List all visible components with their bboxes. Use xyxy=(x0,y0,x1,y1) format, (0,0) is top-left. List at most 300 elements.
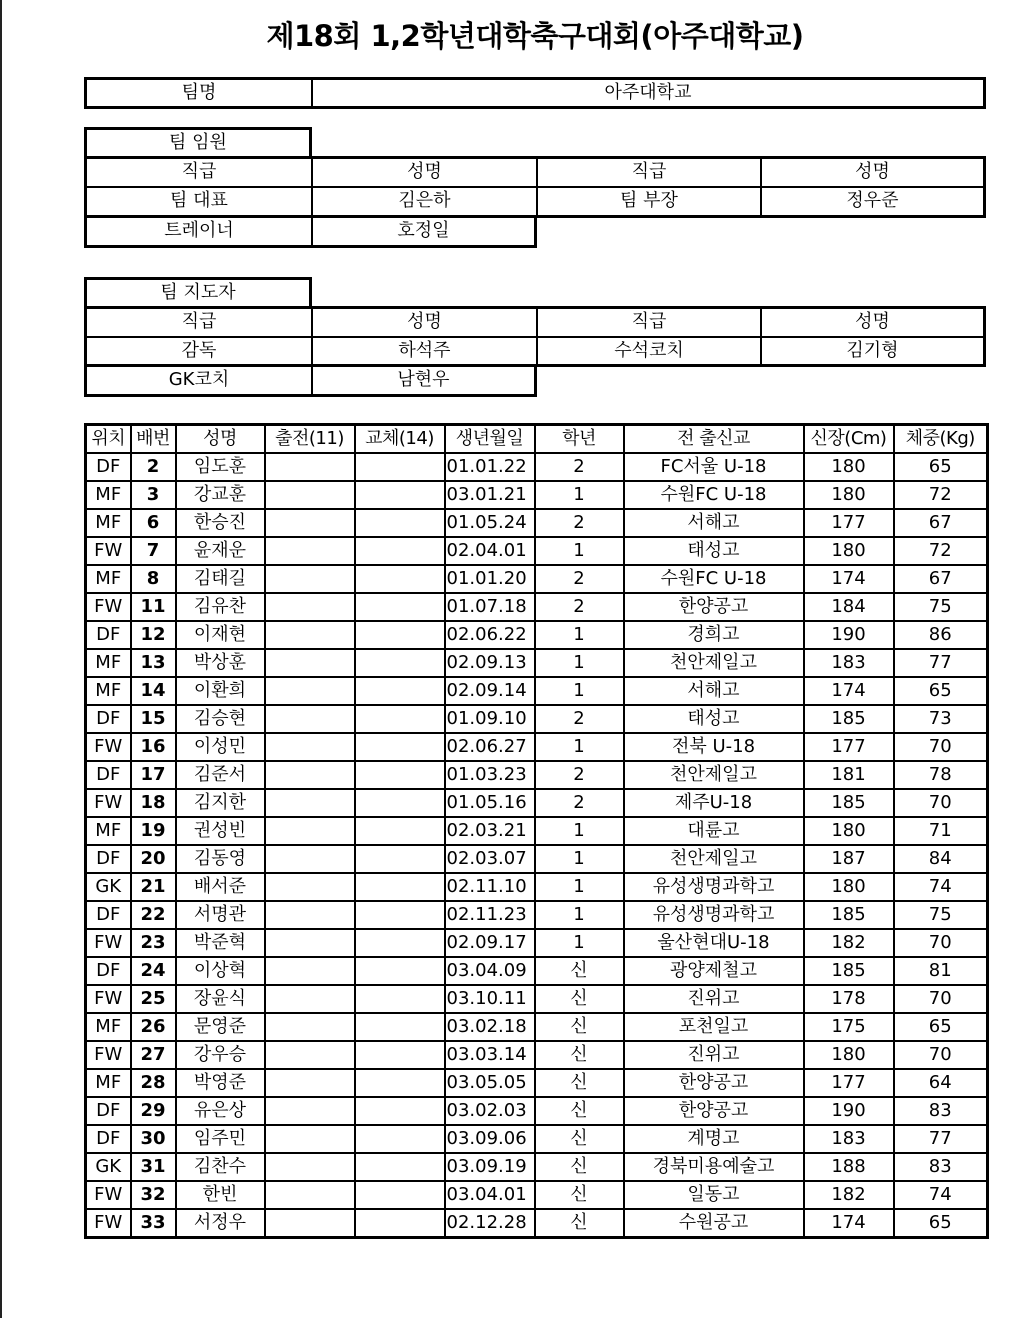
cell-height: 180 xyxy=(804,453,894,481)
cell-birthdate: 01.05.24 xyxy=(445,509,535,537)
cell-birthdate: 01.01.20 xyxy=(445,565,535,593)
cell-grade: 1 xyxy=(535,845,624,873)
cell-weight: 83 xyxy=(894,1153,988,1181)
cell-starter xyxy=(265,593,355,621)
cell-substitute xyxy=(355,593,445,621)
cell-position: MF xyxy=(86,509,131,537)
cell-starter xyxy=(265,1181,355,1209)
cell-previous-school: 계명고 xyxy=(624,1125,804,1153)
cell-height: 190 xyxy=(804,1097,894,1125)
cell-name: 임도훈 xyxy=(176,453,265,481)
cell-birthdate: 03.04.09 xyxy=(445,957,535,985)
cell-birthdate: 03.02.03 xyxy=(445,1097,535,1125)
cell-previous-school: 유성생명과학고 xyxy=(624,873,804,901)
cell-number: 3 xyxy=(131,481,176,509)
cell-weight: 78 xyxy=(894,761,988,789)
cell-height: 177 xyxy=(804,509,894,537)
cell-substitute xyxy=(355,761,445,789)
cell-name: 문영준 xyxy=(176,1013,265,1041)
cell-birthdate: 02.06.22 xyxy=(445,621,535,649)
table-row xyxy=(86,677,988,705)
cell-weight: 65 xyxy=(894,677,988,705)
table-row xyxy=(86,537,988,565)
table-row xyxy=(86,789,988,817)
team-name: 아주대학교 xyxy=(604,82,692,103)
coaches-name-1: 하석주 xyxy=(398,340,451,361)
cell-position: MF xyxy=(86,565,131,593)
cell-name: 이상혁 xyxy=(176,957,265,985)
cell-starter xyxy=(265,761,355,789)
cell-name: 유은상 xyxy=(176,1097,265,1125)
cell-substitute xyxy=(355,985,445,1013)
cell-previous-school: 천안제일고 xyxy=(624,761,804,789)
coaches-header-box xyxy=(84,277,312,309)
cell-name: 박준혁 xyxy=(176,929,265,957)
roster-body xyxy=(86,453,988,1238)
cell-starter xyxy=(265,705,355,733)
cell-grade: 1 xyxy=(535,817,624,845)
cell-number: 27 xyxy=(131,1041,176,1069)
cell-position: DF xyxy=(86,453,131,481)
player-roster-table xyxy=(84,423,989,1239)
cell-grade: 신 xyxy=(535,957,624,985)
cell-grade: 1 xyxy=(535,929,624,957)
cell-starter xyxy=(265,789,355,817)
cell-weight: 84 xyxy=(894,845,988,873)
cell-grade: 2 xyxy=(535,565,624,593)
table-row xyxy=(86,509,988,537)
cell-grade: 2 xyxy=(535,509,624,537)
cell-height: 183 xyxy=(804,649,894,677)
cell-weight: 67 xyxy=(894,565,988,593)
coaches-col-rank-1: 직급 xyxy=(181,311,217,332)
cell-substitute xyxy=(355,1209,445,1238)
cell-substitute xyxy=(355,649,445,677)
cell-grade: 2 xyxy=(535,705,624,733)
cell-name: 김유찬 xyxy=(176,593,265,621)
cell-weight: 75 xyxy=(894,901,988,929)
col-position: 위치 xyxy=(86,425,131,454)
cell-substitute xyxy=(355,1153,445,1181)
cell-height: 175 xyxy=(804,1013,894,1041)
cell-weight: 72 xyxy=(894,481,988,509)
officials-rank-2: 팀 부장 xyxy=(620,190,678,211)
cell-weight: 67 xyxy=(894,509,988,537)
cell-substitute xyxy=(355,733,445,761)
table-row xyxy=(86,761,988,789)
cell-height: 185 xyxy=(804,901,894,929)
cell-starter xyxy=(265,1069,355,1097)
col-name: 성명 xyxy=(176,425,265,454)
cell-starter xyxy=(265,677,355,705)
cell-position: FW xyxy=(86,789,131,817)
cell-starter xyxy=(265,901,355,929)
cell-position: DF xyxy=(86,705,131,733)
cell-previous-school: 전북 U-18 xyxy=(624,733,804,761)
cell-height: 177 xyxy=(804,733,894,761)
cell-birthdate: 01.01.22 xyxy=(445,453,535,481)
cell-grade: 신 xyxy=(535,1153,624,1181)
cell-previous-school: 수원FC U-18 xyxy=(624,481,804,509)
cell-starter xyxy=(265,1153,355,1181)
coaches-row2 xyxy=(84,364,537,397)
cell-position: MF xyxy=(86,481,131,509)
cell-substitute xyxy=(355,929,445,957)
cell-previous-school: 한양공고 xyxy=(624,1097,804,1125)
cell-weight: 83 xyxy=(894,1097,988,1125)
cell-position: FW xyxy=(86,593,131,621)
col-number: 배번 xyxy=(131,425,176,454)
cell-substitute xyxy=(355,901,445,929)
cell-name: 서정우 xyxy=(176,1209,265,1238)
cell-previous-school: 대륜고 xyxy=(624,817,804,845)
coaches-rank-1: 감독 xyxy=(181,340,217,361)
cell-height: 181 xyxy=(804,761,894,789)
cell-weight: 70 xyxy=(894,929,988,957)
cell-weight: 70 xyxy=(894,985,988,1013)
cell-substitute xyxy=(355,453,445,481)
col-weight: 체중(Kg) xyxy=(894,425,988,454)
table-row xyxy=(86,565,988,593)
cell-number: 22 xyxy=(131,901,176,929)
cell-number: 14 xyxy=(131,677,176,705)
cell-weight: 65 xyxy=(894,453,988,481)
cell-weight: 74 xyxy=(894,1181,988,1209)
table-row xyxy=(86,901,988,929)
cell-substitute xyxy=(355,789,445,817)
cell-weight: 77 xyxy=(894,649,988,677)
officials-rank-1: 팀 대표 xyxy=(170,190,228,211)
cell-height: 174 xyxy=(804,565,894,593)
cell-position: DF xyxy=(86,845,131,873)
cell-grade: 신 xyxy=(535,1069,624,1097)
cell-number: 13 xyxy=(131,649,176,677)
cell-height: 180 xyxy=(804,537,894,565)
cell-number: 26 xyxy=(131,1013,176,1041)
cell-height: 187 xyxy=(804,845,894,873)
cell-name: 한승진 xyxy=(176,509,265,537)
cell-position: FW xyxy=(86,1041,131,1069)
cell-position: DF xyxy=(86,621,131,649)
cell-name: 김동영 xyxy=(176,845,265,873)
cell-birthdate: 01.09.10 xyxy=(445,705,535,733)
cell-grade: 1 xyxy=(535,621,624,649)
cell-number: 31 xyxy=(131,1153,176,1181)
cell-birthdate: 03.05.05 xyxy=(445,1069,535,1097)
cell-substitute xyxy=(355,481,445,509)
cell-height: 180 xyxy=(804,1041,894,1069)
table-row xyxy=(86,929,988,957)
cell-birthdate: 03.10.11 xyxy=(445,985,535,1013)
cell-grade: 1 xyxy=(535,537,624,565)
table-row xyxy=(86,1069,988,1097)
cell-previous-school: 수원공고 xyxy=(624,1209,804,1238)
cell-grade: 신 xyxy=(535,985,624,1013)
officials-row2 xyxy=(84,215,537,248)
cell-name: 박영준 xyxy=(176,1069,265,1097)
cell-weight: 75 xyxy=(894,593,988,621)
cell-starter xyxy=(265,1041,355,1069)
cell-birthdate: 03.03.14 xyxy=(445,1041,535,1069)
coaches-col-rank-2: 직급 xyxy=(631,311,667,332)
cell-number: 33 xyxy=(131,1209,176,1238)
cell-starter xyxy=(265,509,355,537)
table-row xyxy=(86,1153,988,1181)
cell-previous-school: 수원FC U-18 xyxy=(624,565,804,593)
cell-name: 김지한 xyxy=(176,789,265,817)
cell-height: 180 xyxy=(804,873,894,901)
cell-substitute xyxy=(355,1013,445,1041)
officials-col-name-1: 성명 xyxy=(407,161,442,182)
table-row xyxy=(86,481,988,509)
cell-number: 18 xyxy=(131,789,176,817)
cell-starter xyxy=(265,1013,355,1041)
cell-number: 30 xyxy=(131,1125,176,1153)
cell-previous-school: 경북미용예술고 xyxy=(624,1153,804,1181)
cell-previous-school: 서해고 xyxy=(624,509,804,537)
col-starter: 출전(11) xyxy=(265,425,355,454)
cell-starter xyxy=(265,481,355,509)
cell-name: 임주민 xyxy=(176,1125,265,1153)
officials-header-box xyxy=(84,127,312,159)
cell-previous-school: 진위고 xyxy=(624,985,804,1013)
cell-previous-school: 천안제일고 xyxy=(624,845,804,873)
cell-name: 강우승 xyxy=(176,1041,265,1069)
cell-grade: 1 xyxy=(535,677,624,705)
table-row xyxy=(86,845,988,873)
coaches-rank-2: 수석코치 xyxy=(614,340,684,361)
cell-grade: 2 xyxy=(535,761,624,789)
cell-grade: 신 xyxy=(535,1041,624,1069)
cell-grade: 1 xyxy=(535,649,624,677)
cell-position: MF xyxy=(86,677,131,705)
cell-weight: 86 xyxy=(894,621,988,649)
cell-birthdate: 03.02.18 xyxy=(445,1013,535,1041)
cell-name: 박상훈 xyxy=(176,649,265,677)
cell-position: MF xyxy=(86,817,131,845)
cell-birthdate: 02.06.27 xyxy=(445,733,535,761)
cell-name: 김태길 xyxy=(176,565,265,593)
cell-birthdate: 02.04.01 xyxy=(445,537,535,565)
cell-substitute xyxy=(355,565,445,593)
cell-weight: 70 xyxy=(894,1041,988,1069)
cell-previous-school: 태성고 xyxy=(624,537,804,565)
cell-number: 8 xyxy=(131,565,176,593)
cell-weight: 74 xyxy=(894,873,988,901)
cell-height: 180 xyxy=(804,481,894,509)
team-name-row xyxy=(84,77,986,109)
table-row xyxy=(86,705,988,733)
officials-rank-3: 트레이너 xyxy=(164,220,234,241)
cell-grade: 신 xyxy=(535,1013,624,1041)
table-row xyxy=(86,1041,988,1069)
cell-name: 장윤식 xyxy=(176,985,265,1013)
table-row xyxy=(86,985,988,1013)
cell-number: 21 xyxy=(131,873,176,901)
cell-grade: 신 xyxy=(535,1209,624,1238)
cell-previous-school: 서해고 xyxy=(624,677,804,705)
col-grade: 학년 xyxy=(535,425,624,454)
cell-position: FW xyxy=(86,1209,131,1238)
cell-position: GK xyxy=(86,1153,131,1181)
cell-substitute xyxy=(355,1097,445,1125)
page-title: 제18회 1,2학년대학축구대회(아주대학교) xyxy=(266,19,804,53)
table-row xyxy=(86,957,988,985)
cell-weight: 70 xyxy=(894,733,988,761)
cell-starter xyxy=(265,817,355,845)
page-left-border xyxy=(0,0,2,1318)
cell-weight: 81 xyxy=(894,957,988,985)
cell-grade: 신 xyxy=(535,1125,624,1153)
cell-number: 11 xyxy=(131,593,176,621)
cell-position: FW xyxy=(86,1181,131,1209)
cell-height: 185 xyxy=(804,789,894,817)
officials-header: 팀 임원 xyxy=(169,132,227,153)
cell-substitute xyxy=(355,537,445,565)
cell-previous-school: 일동고 xyxy=(624,1181,804,1209)
officials-col-name-2: 성명 xyxy=(855,161,890,182)
cell-height: 183 xyxy=(804,1125,894,1153)
table-row xyxy=(86,1181,988,1209)
table-row xyxy=(86,1125,988,1153)
cell-starter xyxy=(265,453,355,481)
cell-substitute xyxy=(355,957,445,985)
cell-substitute xyxy=(355,1069,445,1097)
cell-height: 184 xyxy=(804,593,894,621)
cell-birthdate: 02.11.23 xyxy=(445,901,535,929)
cell-previous-school: 진위고 xyxy=(624,1041,804,1069)
team-label: 팀명 xyxy=(181,82,217,103)
cell-height: 174 xyxy=(804,1209,894,1238)
table-row xyxy=(86,453,988,481)
cell-position: FW xyxy=(86,733,131,761)
coaches-col-name-2: 성명 xyxy=(855,311,890,332)
cell-number: 25 xyxy=(131,985,176,1013)
cell-substitute xyxy=(355,873,445,901)
cell-birthdate: 02.09.14 xyxy=(445,677,535,705)
cell-number: 19 xyxy=(131,817,176,845)
cell-grade: 1 xyxy=(535,873,624,901)
cell-name: 한빈 xyxy=(176,1181,265,1209)
col-height: 신장(Cm) xyxy=(804,425,894,454)
cell-position: DF xyxy=(86,1125,131,1153)
cell-previous-school: FC서울 U-18 xyxy=(624,453,804,481)
table-row xyxy=(86,733,988,761)
cell-height: 190 xyxy=(804,621,894,649)
cell-weight: 73 xyxy=(894,705,988,733)
cell-grade: 1 xyxy=(535,901,624,929)
cell-position: GK xyxy=(86,873,131,901)
cell-height: 180 xyxy=(804,817,894,845)
cell-birthdate: 02.03.07 xyxy=(445,845,535,873)
cell-birthdate: 01.05.16 xyxy=(445,789,535,817)
officials-col-rank-1: 직급 xyxy=(181,161,217,182)
cell-grade: 신 xyxy=(535,1181,624,1209)
cell-previous-school: 태성고 xyxy=(624,705,804,733)
cell-position: MF xyxy=(86,1069,131,1097)
cell-height: 188 xyxy=(804,1153,894,1181)
cell-height: 178 xyxy=(804,985,894,1013)
cell-birthdate: 02.03.21 xyxy=(445,817,535,845)
cell-number: 20 xyxy=(131,845,176,873)
cell-birthdate: 03.01.21 xyxy=(445,481,535,509)
cell-substitute xyxy=(355,845,445,873)
table-row xyxy=(86,873,988,901)
table-row xyxy=(86,649,988,677)
cell-starter xyxy=(265,929,355,957)
coaches-grid xyxy=(84,306,986,367)
cell-birthdate: 01.07.18 xyxy=(445,593,535,621)
cell-height: 185 xyxy=(804,957,894,985)
cell-substitute xyxy=(355,705,445,733)
cell-number: 2 xyxy=(131,453,176,481)
cell-previous-school: 한양공고 xyxy=(624,593,804,621)
cell-grade: 1 xyxy=(535,481,624,509)
cell-substitute xyxy=(355,817,445,845)
cell-number: 15 xyxy=(131,705,176,733)
cell-number: 6 xyxy=(131,509,176,537)
cell-grade: 2 xyxy=(535,593,624,621)
cell-position: DF xyxy=(86,957,131,985)
cell-position: DF xyxy=(86,761,131,789)
table-row xyxy=(86,1013,988,1041)
roster-header-row xyxy=(86,425,988,454)
cell-previous-school: 경희고 xyxy=(624,621,804,649)
cell-starter xyxy=(265,733,355,761)
cell-starter xyxy=(265,1097,355,1125)
cell-starter xyxy=(265,621,355,649)
cell-starter xyxy=(265,649,355,677)
cell-previous-school: 유성생명과학고 xyxy=(624,901,804,929)
coaches-name-3: 남현우 xyxy=(397,369,450,390)
coaches-rank-3: GK코치 xyxy=(168,369,230,390)
cell-substitute xyxy=(355,1041,445,1069)
cell-number: 29 xyxy=(131,1097,176,1125)
cell-number: 28 xyxy=(131,1069,176,1097)
col-birthdate: 생년월일 xyxy=(445,425,535,454)
cell-substitute xyxy=(355,1125,445,1153)
officials-name-3: 호정일 xyxy=(397,220,450,241)
cell-position: DF xyxy=(86,1097,131,1125)
cell-number: 24 xyxy=(131,957,176,985)
cell-number: 23 xyxy=(131,929,176,957)
cell-previous-school: 천안제일고 xyxy=(624,649,804,677)
cell-weight: 64 xyxy=(894,1069,988,1097)
cell-position: FW xyxy=(86,537,131,565)
cell-weight: 77 xyxy=(894,1125,988,1153)
cell-name: 이환희 xyxy=(176,677,265,705)
cell-name: 김승현 xyxy=(176,705,265,733)
cell-number: 7 xyxy=(131,537,176,565)
cell-name: 강교훈 xyxy=(176,481,265,509)
officials-col-rank-2: 직급 xyxy=(631,161,667,182)
cell-birthdate: 01.03.23 xyxy=(445,761,535,789)
cell-birthdate: 02.09.13 xyxy=(445,649,535,677)
table-row xyxy=(86,593,988,621)
officials-name-1: 김은하 xyxy=(398,190,451,211)
cell-grade: 2 xyxy=(535,453,624,481)
cell-height: 185 xyxy=(804,705,894,733)
table-row xyxy=(86,621,988,649)
cell-position: FW xyxy=(86,929,131,957)
cell-starter xyxy=(265,1125,355,1153)
cell-birthdate: 03.09.06 xyxy=(445,1125,535,1153)
cell-starter xyxy=(265,957,355,985)
cell-weight: 65 xyxy=(894,1209,988,1238)
cell-position: DF xyxy=(86,901,131,929)
cell-starter xyxy=(265,565,355,593)
cell-starter xyxy=(265,873,355,901)
